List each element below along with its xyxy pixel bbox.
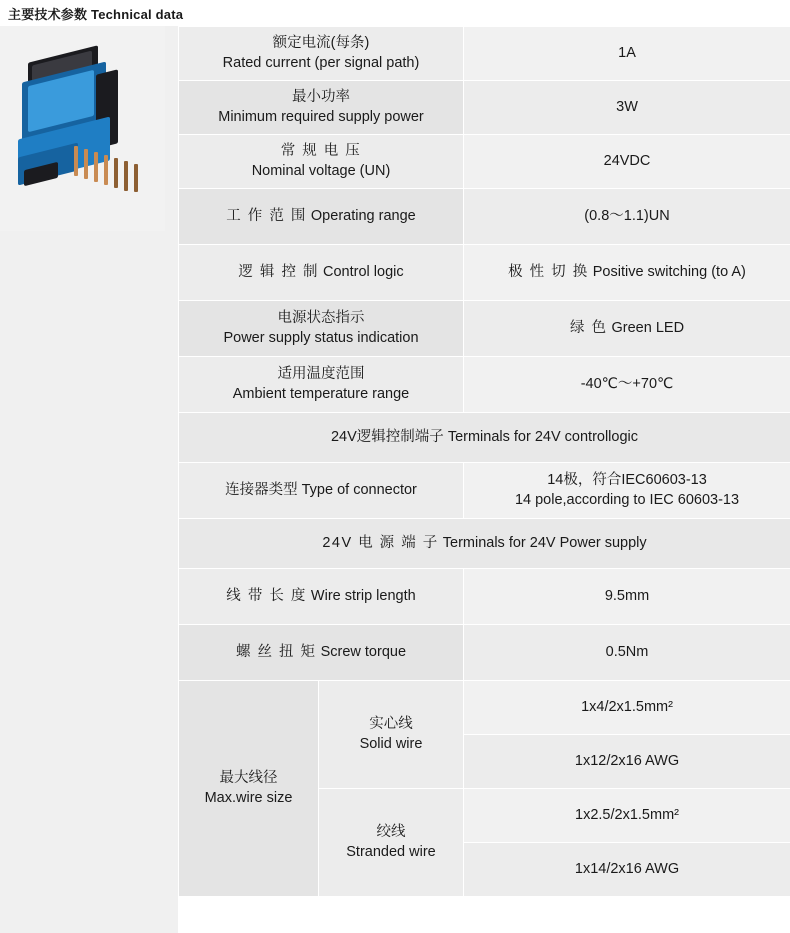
row-label: [179, 625, 464, 681]
row-value: -40℃～+70℃: [464, 357, 790, 413]
section-header: [179, 413, 790, 463]
section-header-cn: 24V 电 源 端 子: [322, 534, 439, 551]
row-label-cn: 逻 辑 控 制: [238, 263, 319, 280]
row-label-cn: 最小功率: [292, 88, 350, 105]
row-label: [179, 301, 464, 357]
section-header: [179, 519, 790, 569]
content-area: [0, 26, 790, 933]
row-label-cn: 电源状态指示: [277, 309, 365, 326]
wire-group-name-cn: 绞线: [376, 823, 406, 840]
row-label: [179, 245, 464, 301]
row-label: [179, 569, 464, 625]
section-header-en: Terminals for 24V Power supply: [442, 534, 647, 551]
row-label-en: Screw torque: [320, 643, 407, 660]
row-label-cn: 工 作 范 围: [226, 207, 307, 224]
row-value: [464, 245, 790, 301]
page-title-en: Technical data: [91, 7, 184, 22]
technical-data-table: [178, 26, 790, 897]
row-value-line1: 14极，符合IEC60603-13: [547, 471, 707, 488]
wire-group-name-en: Solid wire: [359, 735, 423, 752]
row-label-en: Rated current (per signal path): [222, 54, 420, 71]
table-row: [179, 135, 790, 189]
wire-group-name-cn: 实心线: [369, 715, 413, 732]
row-label-en: Power supply status indication: [223, 329, 419, 346]
row-label-cn: 常 规 电 压: [280, 142, 362, 159]
row-value: 3W: [464, 81, 790, 135]
row-value: 24VDC: [464, 135, 790, 189]
page-title-cn: 主要技术参数: [8, 7, 88, 22]
page-title: [0, 0, 790, 26]
row-value: 1A: [464, 27, 790, 81]
row-label-cn: 连接器类型: [225, 481, 298, 498]
wire-group-name-en: Stranded wire: [346, 843, 436, 860]
row-label: [179, 463, 464, 519]
connector-illustration-icon: [18, 54, 146, 209]
table-row: [179, 301, 790, 357]
table-row: [179, 357, 790, 413]
row-value: 0.5Nm: [464, 625, 790, 681]
wire-value: 1x12/2x16 AWG: [464, 735, 790, 789]
row-value: 9.5mm: [464, 569, 790, 625]
table-section-row: [179, 519, 790, 569]
wire-value: 1x14/2x16 AWG: [464, 843, 790, 897]
row-value-en: Green LED: [611, 319, 685, 336]
row-label-en: Nominal voltage (UN): [251, 162, 391, 179]
row-label: [179, 357, 464, 413]
table-row: [179, 189, 790, 245]
row-value-cn: 绿 色: [569, 319, 608, 336]
row-label-en: Operating range: [310, 207, 416, 224]
row-value: [464, 463, 790, 519]
row-label-cn: 螺 丝 扭 矩: [235, 643, 317, 660]
wire-group-stranded: [319, 789, 464, 897]
row-value-line2: 14 pole,according to IEC 60603-13: [514, 491, 740, 508]
table-row: [179, 625, 790, 681]
row-label-en: Control logic: [323, 263, 404, 280]
table-row: [179, 569, 790, 625]
table-row: [179, 81, 790, 135]
table-row: [179, 463, 790, 519]
wire-size-label-en: Max.wire size: [204, 789, 293, 806]
row-label: [179, 135, 464, 189]
row-label: [179, 81, 464, 135]
row-label: [179, 189, 464, 245]
wire-value: 1x2.5/2x1.5mm²: [464, 789, 790, 843]
product-image-column: [0, 26, 178, 933]
wire-group-solid: [319, 681, 464, 789]
row-value: [464, 301, 790, 357]
row-label-en: Wire strip length: [310, 587, 416, 604]
row-label-cn: 适用温度范围: [277, 365, 365, 382]
wire-size-label: [179, 681, 319, 897]
row-label-en: Minimum required supply power: [218, 108, 424, 125]
row-label-cn: 额定电流(每条): [272, 34, 370, 51]
row-label-en: Type of connector: [301, 481, 417, 498]
row-label-cn: 线 带 长 度: [226, 587, 307, 604]
row-label-en: Ambient temperature range: [232, 385, 410, 402]
table-row: [179, 681, 790, 735]
row-value: (0.8～1.1)UN: [464, 189, 790, 245]
row-value-en: Positive switching (to A): [592, 263, 746, 280]
section-header-cn: 24V逻辑控制端子: [330, 428, 444, 445]
table-section-row: [179, 413, 790, 463]
product-photo: [0, 26, 165, 231]
table-row: [179, 245, 790, 301]
wire-size-label-cn: 最大线径: [219, 769, 278, 786]
table-row: [179, 27, 790, 81]
section-header-en: Terminals for 24V controllogic: [447, 428, 639, 445]
row-value-cn: 极 性 切 换: [508, 263, 589, 280]
wire-value: 1x4/2x1.5mm²: [464, 681, 790, 735]
row-label: [179, 27, 464, 81]
